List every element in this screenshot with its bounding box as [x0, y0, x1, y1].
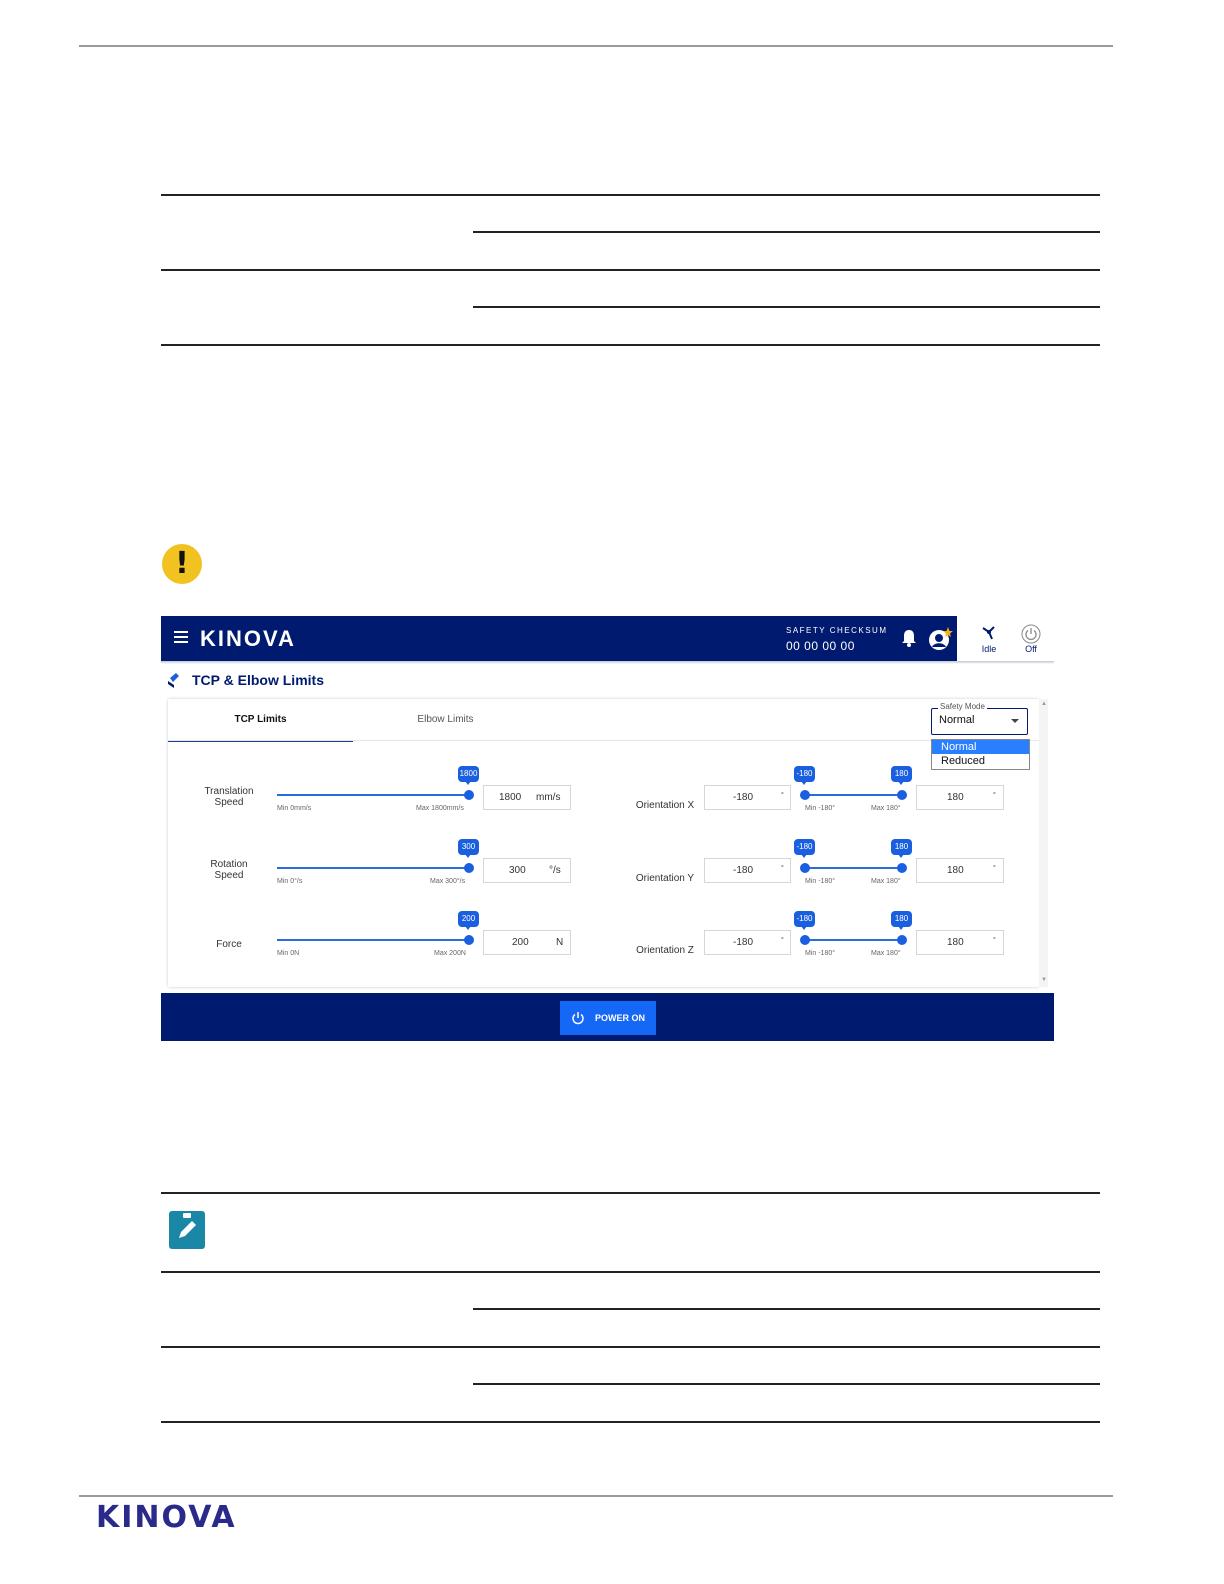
robot-arm-icon	[980, 624, 998, 642]
table-rule	[473, 1383, 1100, 1385]
warning-icon: !	[162, 544, 202, 584]
range-min: Min -180°	[805, 878, 836, 885]
limit-label: Translation Speed	[204, 786, 254, 808]
orientation-high-input[interactable]: 180 °	[916, 930, 1004, 955]
range-min: Min -180°	[805, 950, 836, 957]
power-icon[interactable]	[1021, 624, 1041, 644]
table-rule	[473, 306, 1100, 308]
table-rule	[473, 231, 1100, 233]
table-rule	[161, 269, 1100, 271]
orientation-label: Orientation Z	[636, 945, 694, 956]
slider-value-bubble: 200	[458, 911, 479, 927]
menu-icon[interactable]	[174, 631, 188, 643]
safety-mode-option-reduced[interactable]: Reduced	[941, 755, 986, 767]
slider-min: Min 0mm/s	[277, 805, 312, 812]
slider-thumb[interactable]	[464, 863, 474, 873]
limit-input[interactable]: 300 °/s	[483, 858, 571, 883]
table-rule	[161, 344, 1100, 346]
table-rule	[473, 1308, 1100, 1310]
range-high-bubble: 180	[891, 839, 912, 855]
range-max: Max 180°	[871, 950, 901, 957]
header-rule	[79, 45, 1113, 47]
power-icon	[571, 1011, 585, 1025]
slider-track[interactable]	[277, 867, 469, 869]
safety-mode-value: Normal	[939, 714, 975, 726]
tab-tcp-limits[interactable]: TCP Limits	[168, 699, 353, 742]
range-high-bubble: 180	[891, 766, 912, 782]
safety-mode-label: Safety Mode	[940, 702, 985, 711]
tab-elbow-limits[interactable]: Elbow Limits	[417, 714, 474, 725]
slider-track[interactable]	[277, 794, 469, 796]
slider-min: Min 0°/s	[277, 878, 303, 885]
off-status-label: Off	[1025, 644, 1037, 654]
bottom-bar	[161, 993, 1054, 1041]
range-slider-track[interactable]	[805, 867, 902, 869]
slider-track[interactable]	[277, 939, 469, 941]
orientation-label: Orientation Y	[635, 873, 695, 884]
orientation-low-input[interactable]: -180 °	[704, 858, 791, 883]
idle-status-label: Idle	[981, 644, 997, 654]
app-brand: KINOVA	[200, 626, 296, 651]
orientation-high-input[interactable]: 180 °	[916, 858, 1004, 883]
footer-rule	[79, 1495, 1113, 1497]
pencil-icon	[169, 1211, 205, 1249]
slider-max: Max 300°/s	[430, 878, 466, 885]
slider-max: Max 200N	[434, 950, 466, 957]
checksum-value: 00 00 00 00	[786, 639, 855, 653]
safety-mode-option-normal[interactable]: Normal	[932, 740, 1029, 754]
range-low-bubble: -180	[794, 911, 815, 927]
bell-icon[interactable]	[899, 628, 919, 648]
range-min: Min -180°	[805, 805, 836, 812]
limits-card	[168, 699, 1039, 987]
range-slider-low-thumb[interactable]	[800, 863, 810, 873]
checksum-label: SAFETY CHECKSUM	[786, 626, 888, 635]
limit-label: Force	[216, 939, 242, 950]
range-max: Max 180°	[871, 878, 901, 885]
note-icon	[169, 1211, 205, 1249]
slider-value-bubble: 1800	[458, 766, 479, 782]
limit-input[interactable]: 200 N	[483, 930, 571, 955]
orientation-low-input[interactable]: -180 °	[704, 930, 791, 955]
chevron-down-icon[interactable]	[1011, 719, 1019, 723]
range-low-bubble: -180	[794, 839, 815, 855]
orientation-high-input[interactable]: 180 °	[916, 785, 1004, 810]
app-screenshot	[161, 616, 1054, 1041]
power-on-label: POWER ON	[595, 1013, 646, 1023]
user-account-icon[interactable]	[927, 626, 953, 652]
slider-thumb[interactable]	[464, 790, 474, 800]
orientation-label: Orientation X	[635, 800, 695, 811]
shield-pencil-icon	[167, 672, 181, 688]
tab-divider	[168, 740, 1039, 741]
page-title: TCP & Elbow Limits	[192, 672, 324, 688]
range-max: Max 180°	[871, 805, 901, 812]
table-rule	[161, 194, 1100, 196]
range-slider-track[interactable]	[805, 939, 902, 941]
scrollbar[interactable]: ▲ ▼	[1039, 699, 1048, 987]
table-rule	[161, 1192, 1100, 1194]
safety-mode-menu	[931, 739, 1030, 770]
range-slider-high-thumb[interactable]	[897, 790, 907, 800]
range-slider-track[interactable]	[805, 794, 902, 796]
orientation-low-input[interactable]: -180 °	[704, 785, 791, 810]
slider-thumb[interactable]	[464, 935, 474, 945]
range-slider-low-thumb[interactable]	[800, 935, 810, 945]
range-slider-high-thumb[interactable]	[897, 863, 907, 873]
power-on-button[interactable]	[560, 1001, 656, 1035]
limit-input[interactable]: 1800 mm/s	[483, 785, 571, 810]
range-slider-low-thumb[interactable]	[800, 790, 810, 800]
table-rule	[161, 1421, 1100, 1423]
table-rule	[161, 1271, 1100, 1273]
table-rule	[161, 1346, 1100, 1348]
slider-max: Max 1800mm/s	[416, 805, 464, 812]
footer-logo: KINOVA	[96, 1500, 237, 1535]
range-slider-high-thumb[interactable]	[897, 935, 907, 945]
slider-min: Min 0N	[277, 950, 300, 957]
range-low-bubble: -180	[794, 766, 815, 782]
slider-value-bubble: 300	[458, 839, 479, 855]
range-high-bubble: 180	[891, 911, 912, 927]
limit-label: Rotation Speed	[210, 859, 248, 881]
top-bar-shadow	[161, 661, 1054, 664]
